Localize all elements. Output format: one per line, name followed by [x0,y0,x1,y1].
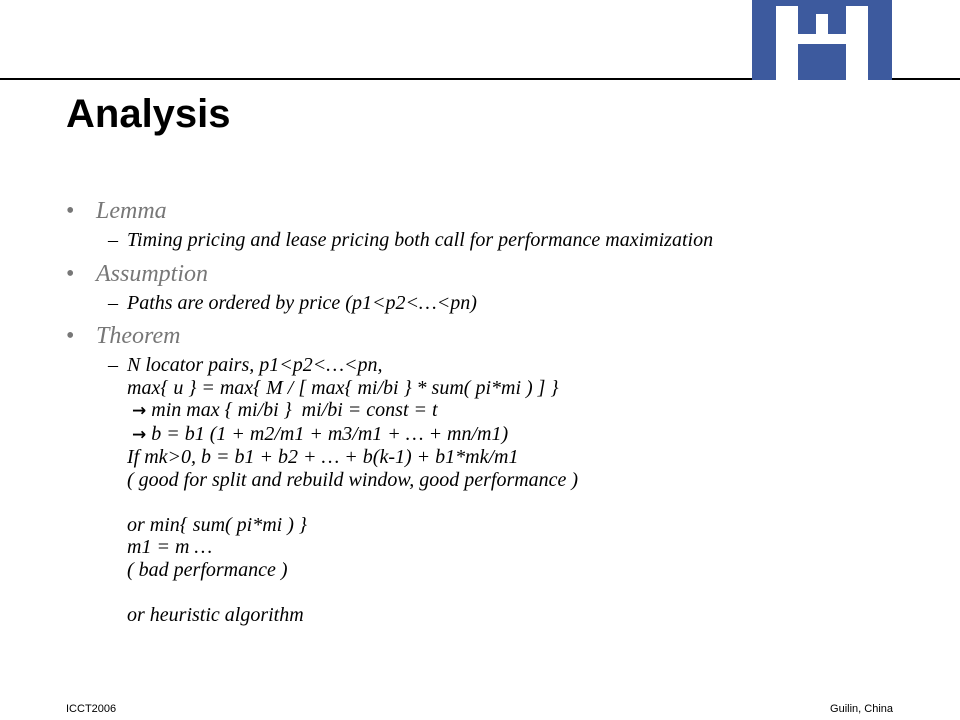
text-line-content: If mk>0, b = b1 + b2 + … + b(k-1) + b1*mk/m1 [127,446,519,468]
text-line [127,399,906,423]
sub-bullet-item [66,229,906,252]
arrow-icon: → [132,424,147,445]
text-line [127,229,906,252]
nhn-logo [752,0,892,80]
dash-icon: – [108,229,118,251]
footer-location: Guilin, China [830,703,893,715]
text-line [127,581,906,604]
bullet-heading: Assumption [96,260,209,287]
text-line [127,604,906,627]
text-line-content: max{ u } = max{ M / [ max{ mi/bi } * sum( pi*mi ) ] } [127,376,559,399]
bullet-item [66,321,906,351]
text-line-content: or min{ sum( pi*mi ) } [127,513,307,536]
text-line-content: N locator pairs, p1<p2<…<pn, [127,354,383,376]
bullet-item [66,259,906,289]
text-line-content: ( good for split and rebuild window, good performance ) [127,468,579,491]
text-line [127,446,906,469]
text-line-content: or heuristic algorithm [127,603,304,626]
text-line [127,559,906,582]
text-line [127,491,906,514]
bullet-icon: • [66,198,75,224]
text-line [127,354,906,377]
text-line-content: Paths are ordered by price (p1<p2<…<pn) [127,291,477,314]
text-line-content: min max { mi/bi } mi/bi = const = t [146,399,438,421]
text-line-content: Timing pricing and lease pricing both call for performance maximization [127,229,714,251]
sub-bullet-item [66,292,906,315]
text-line [127,423,906,447]
bullet-icon: • [66,260,75,287]
bullet-heading: Lemma [96,198,167,224]
text-line [127,536,906,559]
bullet-item [66,196,906,226]
arrow-icon: → [132,401,147,421]
sub-bullet-item [66,354,906,626]
text-line [127,377,906,400]
text-line [127,469,906,492]
text-line-content: m1 = m … [127,536,213,558]
bullet-icon: • [66,323,75,349]
bullet-heading: Theorem [96,323,181,349]
text-line [127,292,906,315]
text-line-content: b = b1 (1 + m2/m1 + m3/m1 + … + mn/m1) [146,422,509,445]
text-line-content: ( bad performance ) [127,558,288,581]
slide-title: Analysis [66,92,231,136]
dash-icon: – [108,291,118,314]
footer-conference: ICCT2006 [66,703,117,715]
text-line [127,514,906,537]
dash-icon: – [108,354,118,376]
slide-body [66,196,906,633]
